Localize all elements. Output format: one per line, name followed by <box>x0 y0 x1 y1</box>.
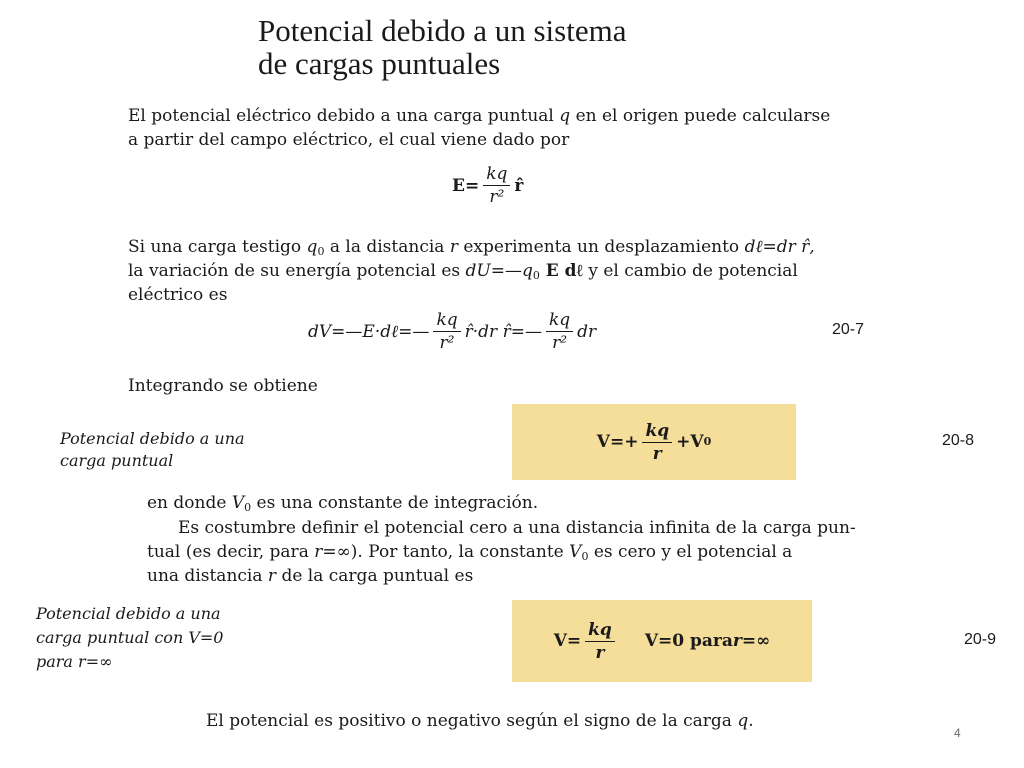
page-number: 4 <box>954 726 961 740</box>
p2-line2-sub: 0 <box>532 269 540 282</box>
p2-text-a: Si una carga testigo <box>128 237 307 257</box>
eq2-mid: r̂·dr r̂=— <box>464 321 542 342</box>
side2-line-1: Potencial debido a una <box>36 604 221 623</box>
p6-text-b: . <box>748 711 754 731</box>
p5-line3-b: de la carga puntual es <box>276 566 474 586</box>
eq3-numerator: kq <box>642 421 672 443</box>
eq1-unit-vector: r̂ <box>514 175 524 196</box>
eq2-num-2: kq <box>546 310 573 332</box>
p5-line2-r: r=∞ <box>314 542 351 562</box>
eq4-condition-r: r=∞ <box>732 631 771 651</box>
p5-line3-r: r <box>267 566 277 586</box>
paragraph-3: Integrando se obtiene <box>128 376 318 396</box>
paragraph-5 <box>147 516 856 588</box>
p2-text-b: a la distancia <box>324 237 450 257</box>
side2-line-3: para r=∞ <box>36 652 113 671</box>
p1-text: El potencial eléctrico debido a una carga puntual <box>128 106 560 126</box>
p1-text-b: en el origen puede calcularse <box>570 106 831 126</box>
p5-line2-a: tual (es decir, para <box>147 542 315 562</box>
p5-line2-sub: 0 <box>581 550 589 563</box>
eq2-num-1: kq <box>433 310 460 332</box>
eq4 <box>554 620 771 663</box>
p4-var-v: V <box>231 493 245 513</box>
p5-line2-b: ). Por tanto, la constante <box>350 542 570 562</box>
eq3-denominator: r <box>652 443 662 464</box>
p5-line-1: Es costumbre definir el potencial cero a una distancia infinita de la carga pun- <box>178 518 856 538</box>
eq2-end: dr <box>577 321 597 342</box>
side-label-1 <box>60 428 245 472</box>
eq3-fraction <box>642 421 672 464</box>
p1-var-q: q <box>559 106 571 126</box>
p1-line-2: a partir del campo eléctrico, el cual viene dado por <box>128 130 570 150</box>
p5-line2-c: es cero y el potencial a <box>588 542 793 562</box>
eq2-fraction-1 <box>433 310 460 353</box>
p4-sub: 0 <box>244 501 252 514</box>
eq1-lhs: E= <box>452 175 480 196</box>
eq1-fraction <box>483 164 510 207</box>
eq2-lhs: dV=—E·dℓ=— <box>308 321 430 342</box>
eq2-den-1: r² <box>439 333 455 353</box>
title-line-2: de cargas puntuales <box>258 46 501 81</box>
side-label-2 <box>36 602 223 674</box>
section-title <box>258 14 626 80</box>
p4-text-a: en donde <box>147 493 232 513</box>
eq4-denominator: r <box>595 642 605 663</box>
title-line-1: Potencial debido a un sistema <box>258 13 627 48</box>
eq2-den-2: r² <box>552 333 568 353</box>
p2-text-c: experimenta un desplazamiento <box>457 237 745 257</box>
eq1-denominator: r² <box>489 187 505 207</box>
p2-var-q0: q <box>306 237 318 257</box>
p6-text-a: El potencial es positivo o negativo según el signo de la carga <box>206 711 738 731</box>
paragraph-6 <box>206 709 754 733</box>
side1-line-1: Potencial debido a una <box>60 429 245 448</box>
paragraph-2 <box>128 235 815 307</box>
eq4-fraction <box>585 620 615 663</box>
p2-var-r: r <box>449 237 458 257</box>
eq1-numerator: kq <box>483 164 510 186</box>
boxed-equation-20-9 <box>512 600 812 682</box>
paragraph-1 <box>128 104 830 152</box>
p2-sub: 0 <box>317 245 325 258</box>
p2-line-3: eléctrico es <box>128 285 228 305</box>
boxed-equation-20-8 <box>512 404 796 480</box>
eq4-lhs: V= <box>553 631 582 651</box>
p5-line3-a: una distancia <box>147 566 268 586</box>
eq4-numerator: kq <box>585 620 615 642</box>
equation-field <box>452 164 523 207</box>
equation-number-20-7: 20-7 <box>832 321 865 338</box>
paragraph-4 <box>147 491 538 515</box>
eq3-rhs: +V <box>676 432 704 452</box>
eq3-lhs: V=+ <box>596 432 639 452</box>
side2-line-2: carga puntual con V=0 <box>36 628 224 647</box>
p2-du: dU=—q <box>465 261 533 281</box>
p2-edl: E dℓ <box>539 261 583 281</box>
eq3: V=+ $\frac{kq}{r}$ +V 0 <box>596 420 712 464</box>
equation-potential-change <box>308 310 596 353</box>
p6-var-q: q <box>737 711 749 731</box>
eq2-fraction-2 <box>546 310 573 353</box>
equation-number-20-8: 20-8 <box>942 432 975 449</box>
p2-displacement: dℓ=dr r̂, <box>744 237 815 257</box>
equation-number-20-9: 20-9 <box>964 631 997 648</box>
p2-line2-c: y el cambio de potencial <box>582 261 798 281</box>
side1-line-2: carga puntual <box>60 451 174 470</box>
p2-line2-a: la variación de su energía potencial es <box>128 261 466 281</box>
p4-text-b: es una constante de integración. <box>251 493 539 513</box>
eq4-condition: V=0 para <box>644 631 733 651</box>
p5-line2-v: V <box>569 542 582 562</box>
